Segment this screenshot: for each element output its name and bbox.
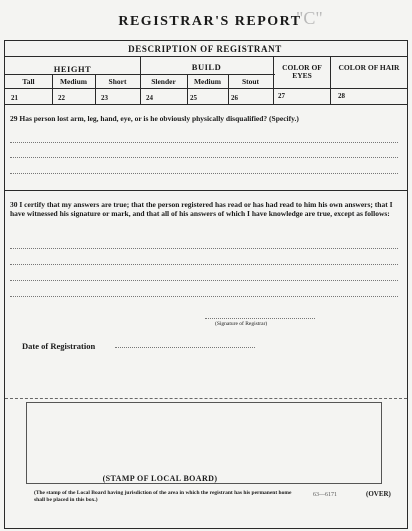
- question-29: 29 Has person lost arm, leg, hand, eye, or is he obviously physically disqualified? (Specify.): [10, 114, 299, 123]
- q29-answer-line-1: [10, 142, 398, 143]
- col-num-21: 21: [11, 94, 18, 102]
- col-num-26: 26: [231, 94, 238, 102]
- eyes-header: COLOR OF EYES: [282, 63, 322, 80]
- q30-answer-line-4: [10, 296, 398, 297]
- hair-header: COLOR OF HAIR: [338, 63, 400, 72]
- stamp-label: (STAMP OF LOCAL BOARD): [102, 474, 218, 483]
- table-label-rule: [5, 88, 407, 89]
- col-num-25: 25: [190, 94, 197, 102]
- q30-answer-line-1: [10, 248, 398, 249]
- q30-answer-line-3: [10, 280, 398, 281]
- report-code: "C": [296, 8, 323, 28]
- height-header: HEIGHT: [53, 64, 92, 74]
- col-label-stout: Stout: [241, 77, 260, 86]
- question-30: 30 I certify that my answers are true; that the person registered has read or has had read to him his own answers; that I have witnessed his signature or mark, and that all of his answers of which I have knowledge are true, except as follows:: [10, 200, 393, 218]
- col-label-height-medium: Medium: [59, 77, 88, 86]
- q30-answer-line-2: [10, 264, 398, 265]
- signature-label: (Signature of Registrar): [215, 321, 268, 327]
- col-label-tall: Tall: [22, 77, 35, 86]
- stamp-separator: [5, 398, 407, 399]
- table-top-rule: [5, 56, 407, 57]
- signature-line: [205, 318, 315, 319]
- q29-answer-line-3: [10, 173, 398, 174]
- form-number: 63—6171: [313, 492, 337, 498]
- q29-bottom-rule: [5, 190, 407, 191]
- col-label-short: Short: [108, 77, 127, 86]
- date-of-registration-label: Date of Registration: [22, 341, 96, 351]
- build-header: BUILD: [191, 62, 222, 72]
- col-label-slender: Slender: [151, 77, 176, 86]
- col-num-22: 22: [58, 94, 65, 102]
- q29-answer-line-2: [10, 157, 398, 158]
- report-title: REGISTRAR'S REPORT: [118, 14, 302, 29]
- col-num-27: 27: [278, 92, 285, 100]
- col-num-24: 24: [146, 94, 153, 102]
- date-of-registration-line: [115, 347, 255, 348]
- col-label-build-medium: Medium: [193, 77, 222, 86]
- over-label: (OVER): [366, 490, 391, 498]
- col-num-23: 23: [101, 94, 108, 102]
- col-num-28: 28: [338, 92, 345, 100]
- description-section-title: DESCRIPTION OF REGISTRANT: [128, 44, 282, 54]
- stamp-note: (The stamp of the Local Board having jurisdiction of the area in which the registrant has his permanent home shall be placed in this box.): [34, 490, 292, 503]
- stamp-box: [26, 402, 382, 484]
- table-bottom-rule: [5, 104, 407, 105]
